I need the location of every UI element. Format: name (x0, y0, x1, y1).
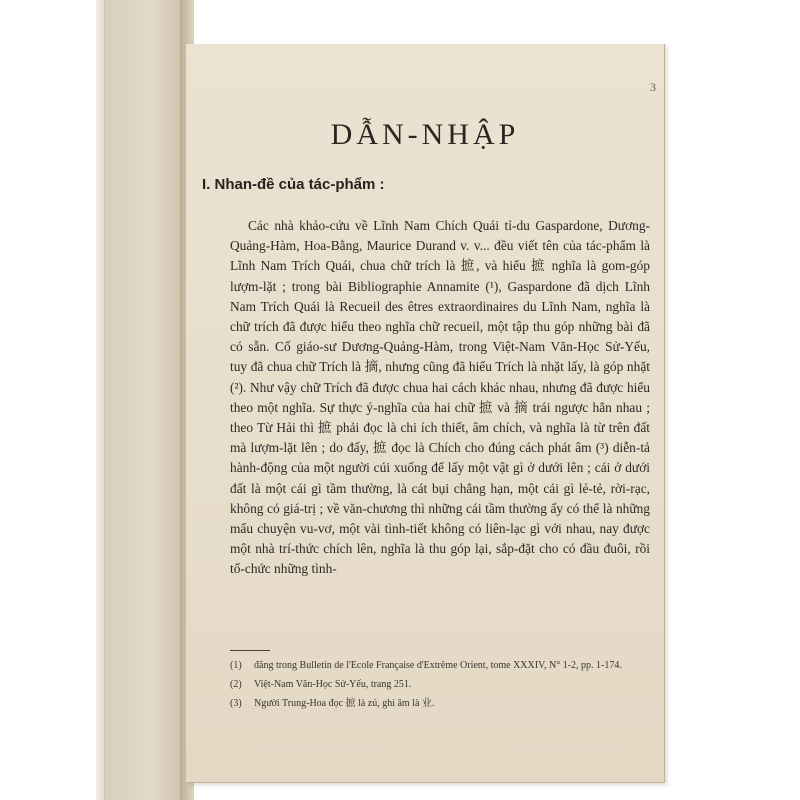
footnote-text: Việt-Nam Văn-Học Sử-Yếu, trang 251. (254, 679, 412, 690)
left-page (104, 0, 189, 800)
footnote-rule (230, 650, 270, 651)
footnote-number: (3) (230, 698, 242, 709)
book-page (186, 44, 665, 783)
footnote-number: (2) (230, 679, 242, 690)
page-number: 3 (650, 80, 656, 94)
footnote-text: Người Trung-Hoa đọc 摭 là zú, ghi âm là 业. (254, 698, 435, 709)
footnote-text: đăng trong Bulletin de l'Ecole Française d'Extrême Orient, tome XXXIV, N° 1-2, pp. 1-174. (254, 660, 622, 671)
page-title: DẪN-NHẬP (330, 118, 520, 151)
footnote-1 (230, 658, 650, 673)
footnote-number: (1) (230, 660, 242, 671)
section-heading: I. Nhan-đề của tác-phẩm : (202, 176, 385, 193)
body-text (230, 216, 650, 580)
footnote-3 (230, 696, 650, 711)
footnotes (230, 658, 650, 715)
footnote-2 (230, 677, 650, 692)
body-paragraph: Các nhà khảo-cứu về Lĩnh Nam Chích Quái tỉ-du Gaspardone, Dương-Quảng-Hàm, Hoa-Bằng, Maurice Durand v. v... đều viết tên của tác-phẩm là Lĩnh Nam Trích Quái, chua chữ trích là 摭, và hiểu 摭 nghĩa là gom-góp lượm-lặt ; trong bài Bibliographie Annamite (¹), Gaspardone đã dịch Lĩnh Nam Trích Quái là Recueil des êtres extraordinaires du Lĩnh Nam, nghĩa là chữ trích đã được hiểu theo nghĩa chữ recueil, một tập thu góp những bài đã có sẵn. Cố giáo-sư Dương-Quảng-Hàm, trong Việt-Nam Văn-Học Sử-Yếu, tuy đã chua chữ Trích là 摘, nhưng cũng đã hiểu Trích là nhặt lấy, là góp nhặt (²). Như vậy chữ Trích đã được chua hai cách khác nhau, nhưng đã được hiểu theo một nghĩa. Sự thực ý-nghĩa của hai chữ 摭 và 摘 trái ngược hẳn nhau ; theo Từ Hải thì 摭 phải đọc là chi ích thiết, âm chích, và nghĩa là từ trên đất mà lượm-lặt lên ; do đấy, 摭 đọc là Chích cho đúng cách phát âm (³) diễn-tả hành-động của một người cúi xuống để lấy một vật gì ở dưới lên ; cái ở dưới đất là một cái gì tầm thường, là cát bụi chẳng hạn, một cái gì lẻ-tẻ, rời-rạc, không có giá-trị ; về văn-chương thì những cái tầm thường ấy có thể là những mẩu chuyện vu-vơ, một vài tình-tiết không có liên-lạc gì với nhau, nay được một nhà trí-thức chích lên, nghĩa là thu góp lại, sắp-đặt cho có đầu đuôi, rồi tổ-chức những tình- (230, 218, 650, 577)
